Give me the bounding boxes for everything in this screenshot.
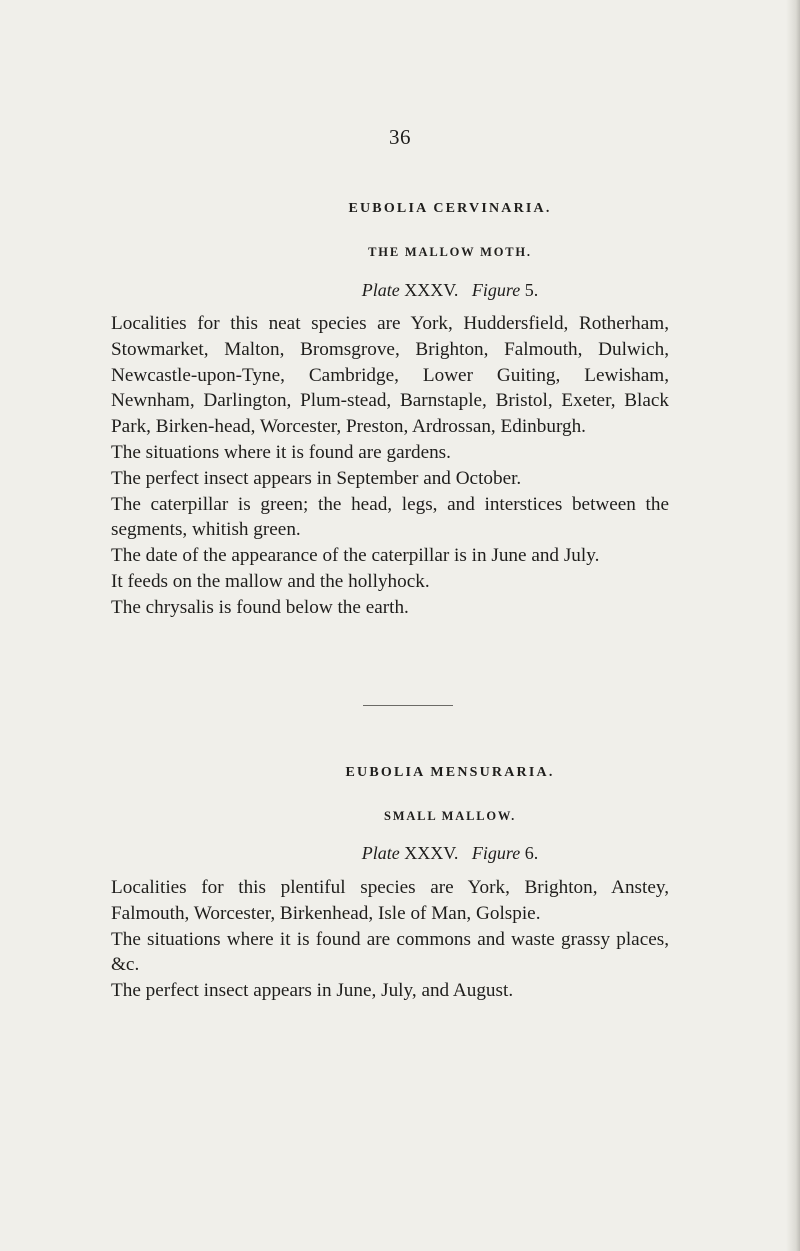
- figure-label: Figure: [471, 843, 521, 863]
- paragraph: It feeds on the mallow and the hollyhock.: [111, 570, 430, 592]
- paragraph: The situations where it is found are commons and waste grassy places, &c.: [111, 928, 669, 976]
- plate-number: XXXV.: [404, 843, 459, 863]
- section-divider: [363, 705, 453, 706]
- paragraph: The perfect insect appears in September and October.: [111, 467, 522, 489]
- figure-label: Figure: [471, 280, 521, 300]
- paragraph: The situations where it is found are gardens.: [111, 441, 451, 463]
- paragraph: The perfect insect appears in June, July, and August.: [111, 980, 514, 1002]
- species-heading: EUBOLIA CERVINARIA.: [348, 201, 552, 216]
- paragraph: Localities for this neat species are York, Huddersfield, Rotherham, Stowmarket, Malton, Bromsgrove, Brighton, Falmouth, Dulwich, Newcastle-upon-Tyne, Cambridge, Lower Guiting, Lewisham, Newnham, Darlington, Plum-stead, Barnstaple, Bristol, Exeter, Black Park, Birken-head, Worcester, Preston, Ardrossan, Edinburgh.: [111, 313, 669, 438]
- paragraph: The chrysalis is found below the earth.: [111, 596, 409, 618]
- plate-label: Plate: [361, 280, 400, 300]
- section-1-body: [111, 311, 669, 621]
- figure-number: 5.: [524, 280, 539, 300]
- species-heading-block-2: [255, 765, 645, 781]
- common-name-block-2: [255, 809, 645, 824]
- paragraph: The caterpillar is green; the head, legs, and interstices between the segments, whitish green.: [111, 493, 669, 541]
- plate-reference-2: [255, 843, 645, 864]
- plate-figure-line: [255, 843, 645, 864]
- common-name: SMALL MALLOW.: [384, 809, 516, 823]
- paragraph: Localities for this plentiful species are York, Brighton, Anstey, Falmouth, Worcester, Birkenhead, Isle of Man, Golspie.: [111, 877, 669, 924]
- species-heading-block-1: [255, 201, 645, 217]
- plate-reference-1: [255, 280, 645, 301]
- page-number: 36: [389, 125, 411, 149]
- plate-label: Plate: [361, 843, 400, 863]
- section-2-body: [111, 875, 669, 1004]
- page-edge-shadow: [786, 0, 800, 1251]
- common-name-block-1: [255, 245, 645, 260]
- plate-figure-line: [255, 280, 645, 301]
- species-heading: EUBOLIA MENSURARIA.: [345, 765, 555, 780]
- plate-number: XXXV.: [404, 280, 459, 300]
- paragraph: The date of the appearance of the caterpillar is in June and July.: [111, 545, 600, 567]
- common-name: THE MALLOW MOTH.: [368, 245, 532, 259]
- figure-number: 6.: [524, 843, 539, 863]
